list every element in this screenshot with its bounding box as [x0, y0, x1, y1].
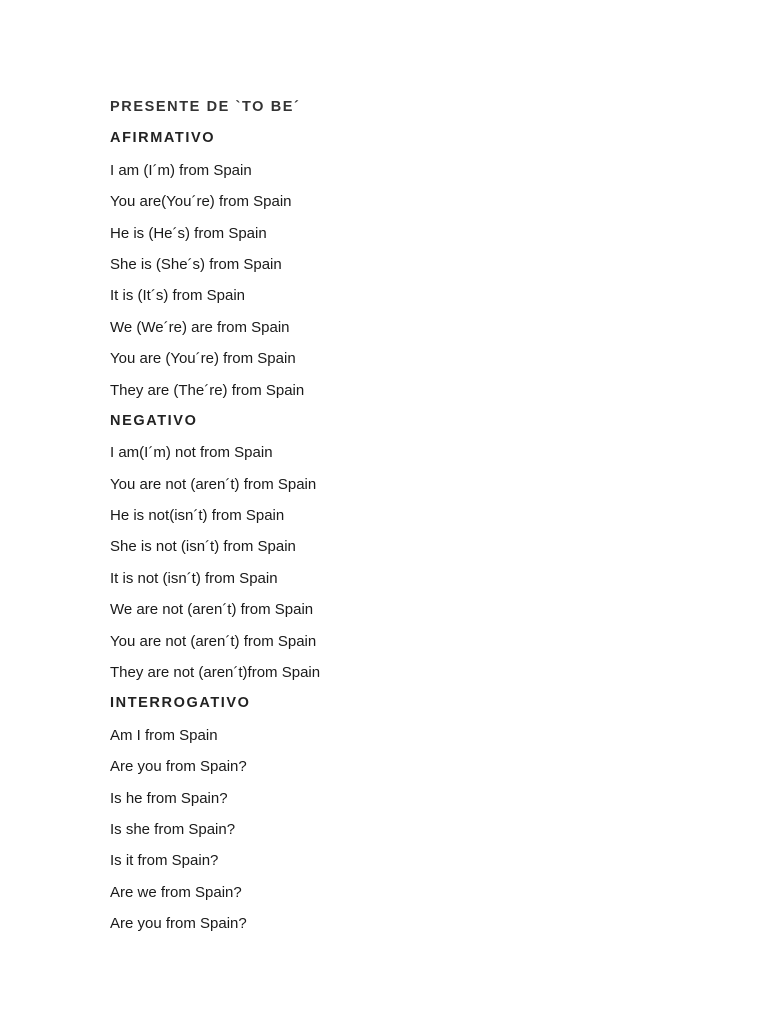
section-heading-negativo: NEGATIVO: [110, 412, 198, 429]
text-line: You are(You´re) from Spain: [110, 193, 292, 211]
text-line: You are (You´re) from Spain: [110, 350, 296, 368]
text-line: Is it from Spain?: [110, 852, 219, 870]
section-heading-afirmativo: AFIRMATIVO: [110, 130, 216, 147]
text-line: We (We´re) are from Spain: [110, 318, 290, 336]
document-title: PRESENTE DE `TO BE´: [110, 99, 301, 115]
text-line: He is (He´s) from Spain: [110, 224, 267, 242]
text-line: She is (She´s) from Spain: [110, 255, 282, 273]
text-line: He is not(isn´t) from Spain: [110, 507, 285, 525]
text-line: Are we from Spain?: [110, 883, 242, 901]
text-line: They are not (aren´t)from Spain: [110, 664, 321, 682]
text-line: You are not (aren´t) from Spain: [110, 632, 317, 650]
text-line: It is not (isn´t) from Spain: [110, 569, 278, 587]
text-line: I am(I´m) not from Spain: [110, 444, 273, 462]
document-content: [110, 92, 710, 940]
text-line: Am I from Spain: [110, 726, 218, 744]
text-line: Are you from Spain?: [110, 915, 247, 933]
section-heading-interrogativo: INTERROGATIVO: [110, 695, 251, 712]
text-line: We are not (aren´t) from Spain: [110, 601, 314, 619]
text-line: Is she from Spain?: [110, 820, 236, 838]
text-line: They are (The´re) from Spain: [110, 381, 305, 399]
text-line: You are not (aren´t) from Spain: [110, 475, 317, 493]
text-line: Are you from Spain?: [110, 758, 247, 776]
text-line: It is (It´s) from Spain: [110, 287, 246, 305]
text-line: She is not (isn´t) from Spain: [110, 538, 296, 556]
text-line: I am (I´m) from Spain: [110, 161, 252, 179]
text-line: Is he from Spain?: [110, 789, 228, 807]
